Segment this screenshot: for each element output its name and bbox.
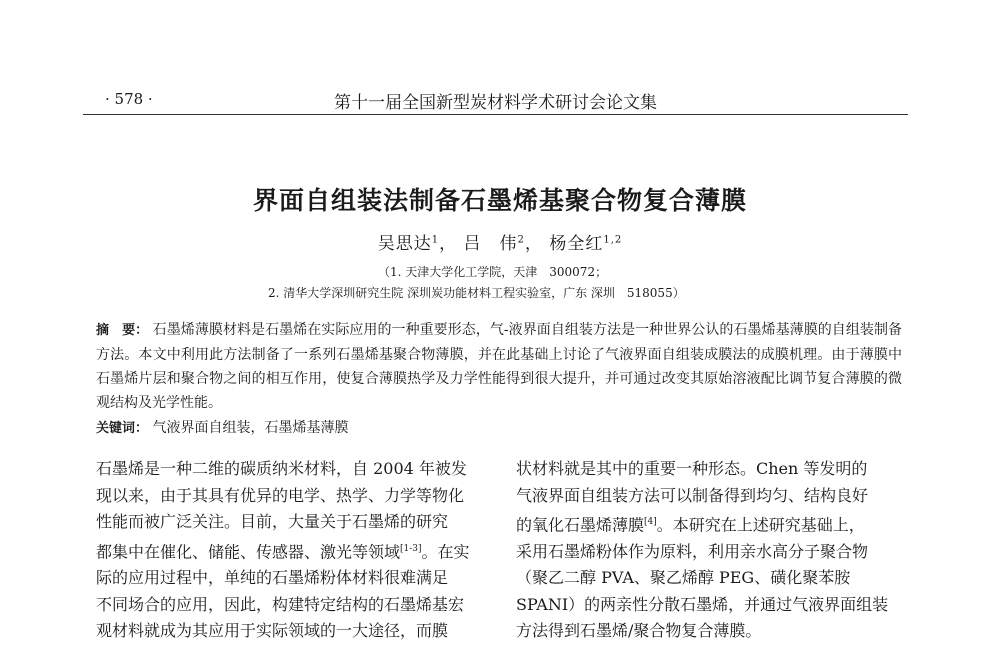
journal-title: 第十一届全国新型炭材料学术研讨会论文集 xyxy=(334,93,657,113)
keywords xyxy=(96,417,348,437)
paper-title: 界面自组装法制备石墨烯基聚合物复合薄膜 xyxy=(252,186,747,215)
author-affiliation-mark: 2 xyxy=(517,234,525,246)
body-column-right xyxy=(516,456,902,645)
page-number: · 578 · xyxy=(105,90,153,108)
body-line: 状材料就是其中的重要一种形态。Chen 等发明的 xyxy=(516,459,868,478)
body-line: 石墨烯是一种二维的碳质纳米材料，自 2004 年被发 xyxy=(96,459,467,478)
body-line: 采用石墨烯粉体作为原料，利用亲水高分子聚合物 xyxy=(516,541,869,561)
body-line-text: 都集中在催化、储能、传感器、激光等领域 xyxy=(96,541,401,561)
abstract xyxy=(96,318,902,415)
affiliation-1: （1. 天津大学化工学院，天津 300072； xyxy=(378,265,608,279)
body-line-text: 。本研究在上述研究基础上， xyxy=(656,515,865,535)
body-line: 方法得到石墨烯/聚合物复合薄膜。 xyxy=(516,621,762,641)
keywords-text: 气液界面自组装，石墨烯基薄膜 xyxy=(152,420,349,436)
running-header xyxy=(83,84,908,115)
body-line xyxy=(96,536,482,566)
body-line: 不同场合的应用，因此，构建特定结构的石墨烯基宏 xyxy=(96,594,465,614)
body-line: 际的应用过程中，单纯的石墨烯粉体材料很难满足 xyxy=(96,568,449,588)
citation-ref: [4] xyxy=(644,517,657,527)
body-line-text: 。在实 xyxy=(421,541,470,561)
body-line: SPANI）的两亲性分散石墨烯，并通过气液界面组装 xyxy=(516,594,889,614)
abstract-text: 石墨烯薄膜材料是石墨烯在实际应用的一种重要形态，气-液界面自组装方法是一种世界公认的石墨烯基薄膜的自组装制备方法。本文中利用此方法制备了一系列石墨烯基聚合物薄膜，并在此基础上讨论了气液界面自组装成膜法的成膜机理。由于薄膜中石墨烯片层和聚合物之间的相互作用，使复合薄膜热学及力学性能得到很大提升，并可通过改变其原始溶液配比调节复合薄膜的微观结构及光学性能。 xyxy=(96,322,902,411)
affiliation-2: 2. 清华大学深圳研究生院 深圳炭功能材料工程实验室，广东 深圳 518055） xyxy=(268,286,685,300)
author-name: 吕 伟 xyxy=(463,234,518,254)
body-line: （聚乙二醇 PVA、聚乙烯醇 PEG、磺化聚苯胺 xyxy=(516,568,851,588)
body-line: 气液界面自组装方法可以制备得到均匀、结构良好 xyxy=(516,485,869,505)
body-line: 现以来，由于其具有优异的电学、热学、力学等物化 xyxy=(96,485,465,505)
keywords-label: 关键词： xyxy=(96,421,149,436)
abstract-label: 摘 要： xyxy=(96,323,149,338)
author-list xyxy=(0,229,1000,254)
author-affiliation-mark: 1,2 xyxy=(603,234,623,246)
body-line-text: 的氧化石墨烯薄膜 xyxy=(516,515,645,535)
body-line: 性能而被广泛关注。目前，大量关于石墨烯的研究 xyxy=(96,512,449,531)
author-separator: ， xyxy=(439,234,458,254)
body-column-left xyxy=(96,456,482,645)
body-line xyxy=(516,509,902,539)
author-name: 杨全红 xyxy=(549,234,604,254)
author-separator: ， xyxy=(524,234,543,254)
author-affiliation-mark: 1 xyxy=(431,234,440,246)
citation-ref: [1-3] xyxy=(400,543,422,554)
body-line: 观材料就成为其应用于实际领域的一大途径，而膜 xyxy=(96,621,449,641)
author-name: 吴思达 xyxy=(377,234,432,254)
